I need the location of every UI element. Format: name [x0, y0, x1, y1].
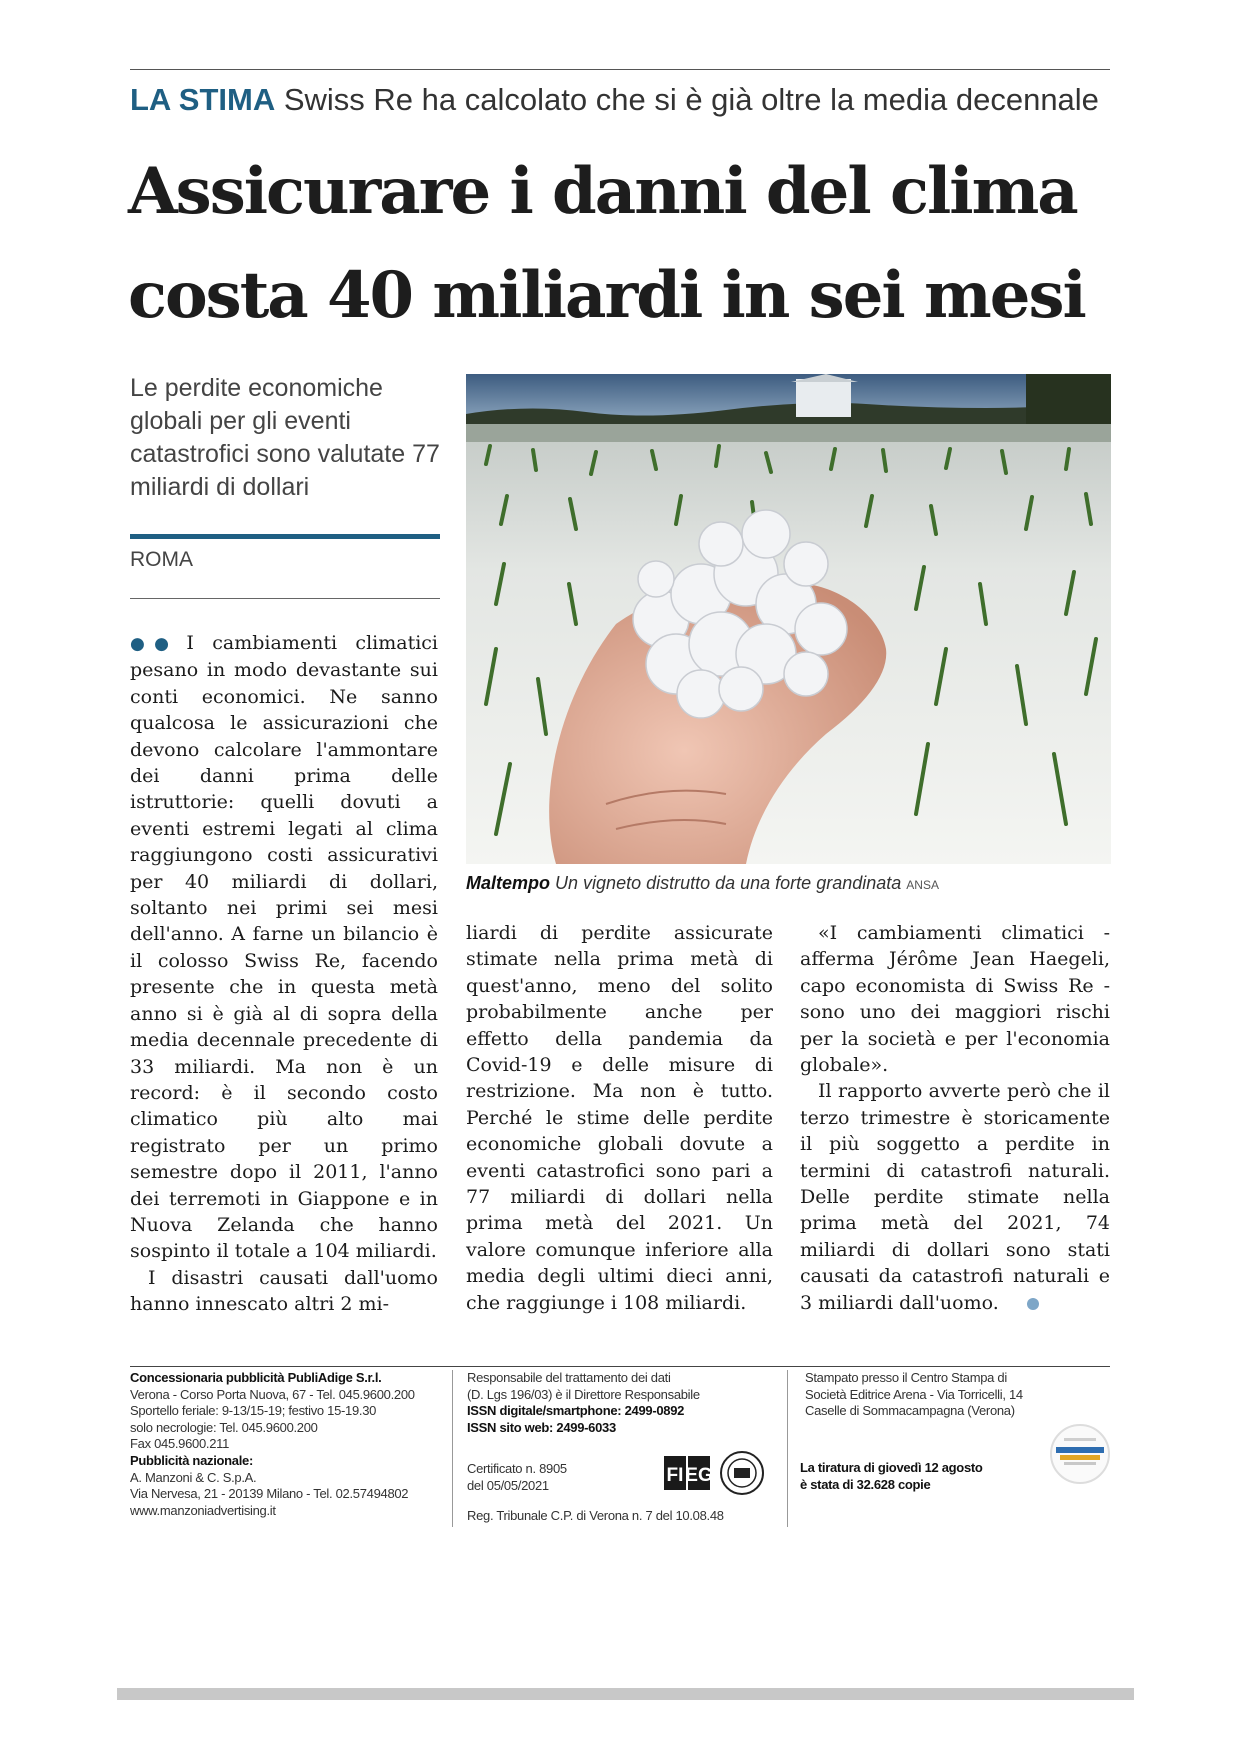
article-paragraph: I cambiamenti climatici pesano in modo devastante sui conti economici. Ne sanno qualcosa le assicurazioni che devono calcolare l'ammontare dei danni prima delle istruttorie: quelli dovuti a eventi estremi legati al clima raggiungono costi assicurativi per 40 miliardi di dollari, soltanto nei primi sei mesi dell'anno. A farne un bilancio è il colosso Swiss Re, facendo presente che in questa metà anno si è già al di sopra della media decennale precedente di 33 miliardi. Ma non è un record: è il secondo costo climatico più alto mai registrato per un primo semestre dopo il 2011, l'anno dei terremoti in Giappone e in Nuova Zelanda che hanno sospinto il totale a 104 miliardi. [130, 632, 438, 1263]
page-bottom-bar [117, 1688, 1134, 1700]
headline-line-2: costa 40 miliardi in sei mesi [128, 258, 1085, 333]
article-paragraph: liardi di perdite assicurate stimate nella prima metà di quest'anno, meno del solito probabilmente anche per effetto della pandemia da Covid-19 e delle misure di restrizione. Ma non è tutto. Perché le stime delle perdite economiche globali dovute a eventi catastrofici sono pari a 77 miliardi di dollari nella prima metà del 2021. Un valore comunque inferiore alla media degli ultimi dieci anni, che raggiunge i 108 miliardi. [466, 922, 773, 1314]
article-column-3 [800, 920, 1110, 1316]
bullet-dots-icon: ●● [130, 634, 179, 654]
footer-advertising-info [130, 1370, 415, 1519]
dateline-rule [130, 598, 440, 599]
footer-line: Sportello feriale: 9-13/15-19; festivo 15-19.30 [130, 1403, 377, 1419]
article-paragraph: Il rapporto avverte però che il terzo trimestre è storicamente il più soggetto a perdite in termini di catastrofi naturali. Delle perdite stimate nella prima metà del 2021, 74 miliardi di dollari sono stati causati da catastrofi naturali e 3 miliardi dall'uomo. [800, 1080, 1110, 1314]
hail-photo-illustration [466, 374, 1111, 864]
dateline: ROMA [130, 548, 193, 571]
certificate-line: Certificato n. 8905 [467, 1461, 567, 1476]
headline-line-1: Assicurare i danni del clima [128, 154, 1077, 229]
fieg-logo-icon [662, 1448, 767, 1498]
footer-separator [787, 1370, 788, 1527]
end-dot-icon [1027, 1298, 1039, 1310]
summary-rule [130, 534, 440, 539]
caption-text: Un vigneto distrutto da una forte grandinata [555, 873, 902, 893]
footer-line: Società Editrice Arena - Via Torricelli, 14 [805, 1386, 1023, 1402]
kicker [130, 82, 1099, 118]
footer-line: Fax 045.9600.211 [130, 1436, 230, 1452]
kicker-tag: LA STIMA [130, 82, 276, 117]
certification-seal-icon [1046, 1423, 1114, 1485]
footer-data-info [467, 1370, 700, 1436]
circulation-line: La tiratura di giovedì 12 agosto [800, 1460, 983, 1475]
footer-rule [130, 1366, 1110, 1367]
caption-source: ANSA [906, 878, 939, 892]
footer-line: Concessionaria pubblicità PubliAdige S.r.l. [130, 1370, 382, 1385]
footer-line: ISSN sito web: 2499-6033 [467, 1419, 616, 1435]
certificate-line: del 05/05/2021 [467, 1477, 549, 1493]
svg-text:EG: EG [685, 1465, 713, 1486]
footer-separator [452, 1370, 453, 1527]
article-photo [466, 374, 1111, 864]
article-column-2 [466, 920, 773, 1316]
footer-line: Responsabile del trattamento dei dati [467, 1370, 671, 1385]
summary: Le perdite economiche globali per gli eventi catastrofici sono valutate 77 miliardi di dollari [130, 374, 440, 501]
caption-label: Maltempo [466, 873, 551, 893]
kicker-text: Swiss Re ha calcolato che si è già oltre la media decennale [283, 82, 1099, 117]
article-paragraph: «I cambiamenti climatici - afferma Jérôme Jean Haegeli, capo economista di Swiss Re - sono uno dei maggiori rischi per la società e per l'economia globale». [800, 922, 1110, 1077]
top-rule [130, 69, 1110, 70]
footer-line: Via Nervesa, 21 - 20139 Milano - Tel. 02.57494802 [130, 1486, 409, 1502]
headline [128, 140, 1118, 348]
footer-line: Pubblicità nazionale: [130, 1452, 253, 1468]
footer-line: ISSN digitale/smartphone: 2499-0892 [467, 1403, 685, 1419]
footer-line: Verona - Corso Porta Nuova, 67 - Tel. 045.9600.200 [130, 1386, 415, 1402]
footer-certificate [467, 1461, 567, 1494]
footer-line: Caselle di Sommacampagna (Verona) [805, 1403, 1015, 1419]
footer-circulation [800, 1460, 983, 1493]
footer-line: (D. Lgs 196/03) è il Direttore Responsabile [467, 1386, 700, 1402]
article-column-1 [130, 630, 438, 1318]
footer-line: Stampato presso il Centro Stampa di [805, 1370, 1007, 1385]
svg-text:FI: FI [666, 1465, 684, 1486]
footer-line: www.manzoniadvertising.it [130, 1502, 276, 1518]
footer-print-info [805, 1370, 1023, 1420]
footer-line: A. Manzoni & C. S.p.A. [130, 1469, 257, 1485]
footer-registration: Reg. Tribunale C.P. di Verona n. 7 del 10.08.48 [467, 1508, 724, 1523]
circulation-line: è stata di 32.628 copie [800, 1476, 931, 1492]
photo-caption [466, 873, 939, 894]
footer-line: solo necrologie: Tel. 045.9600.200 [130, 1419, 318, 1435]
article-paragraph: I disastri causati dall'uomo hanno innescato altri 2 mi- [130, 1266, 438, 1316]
